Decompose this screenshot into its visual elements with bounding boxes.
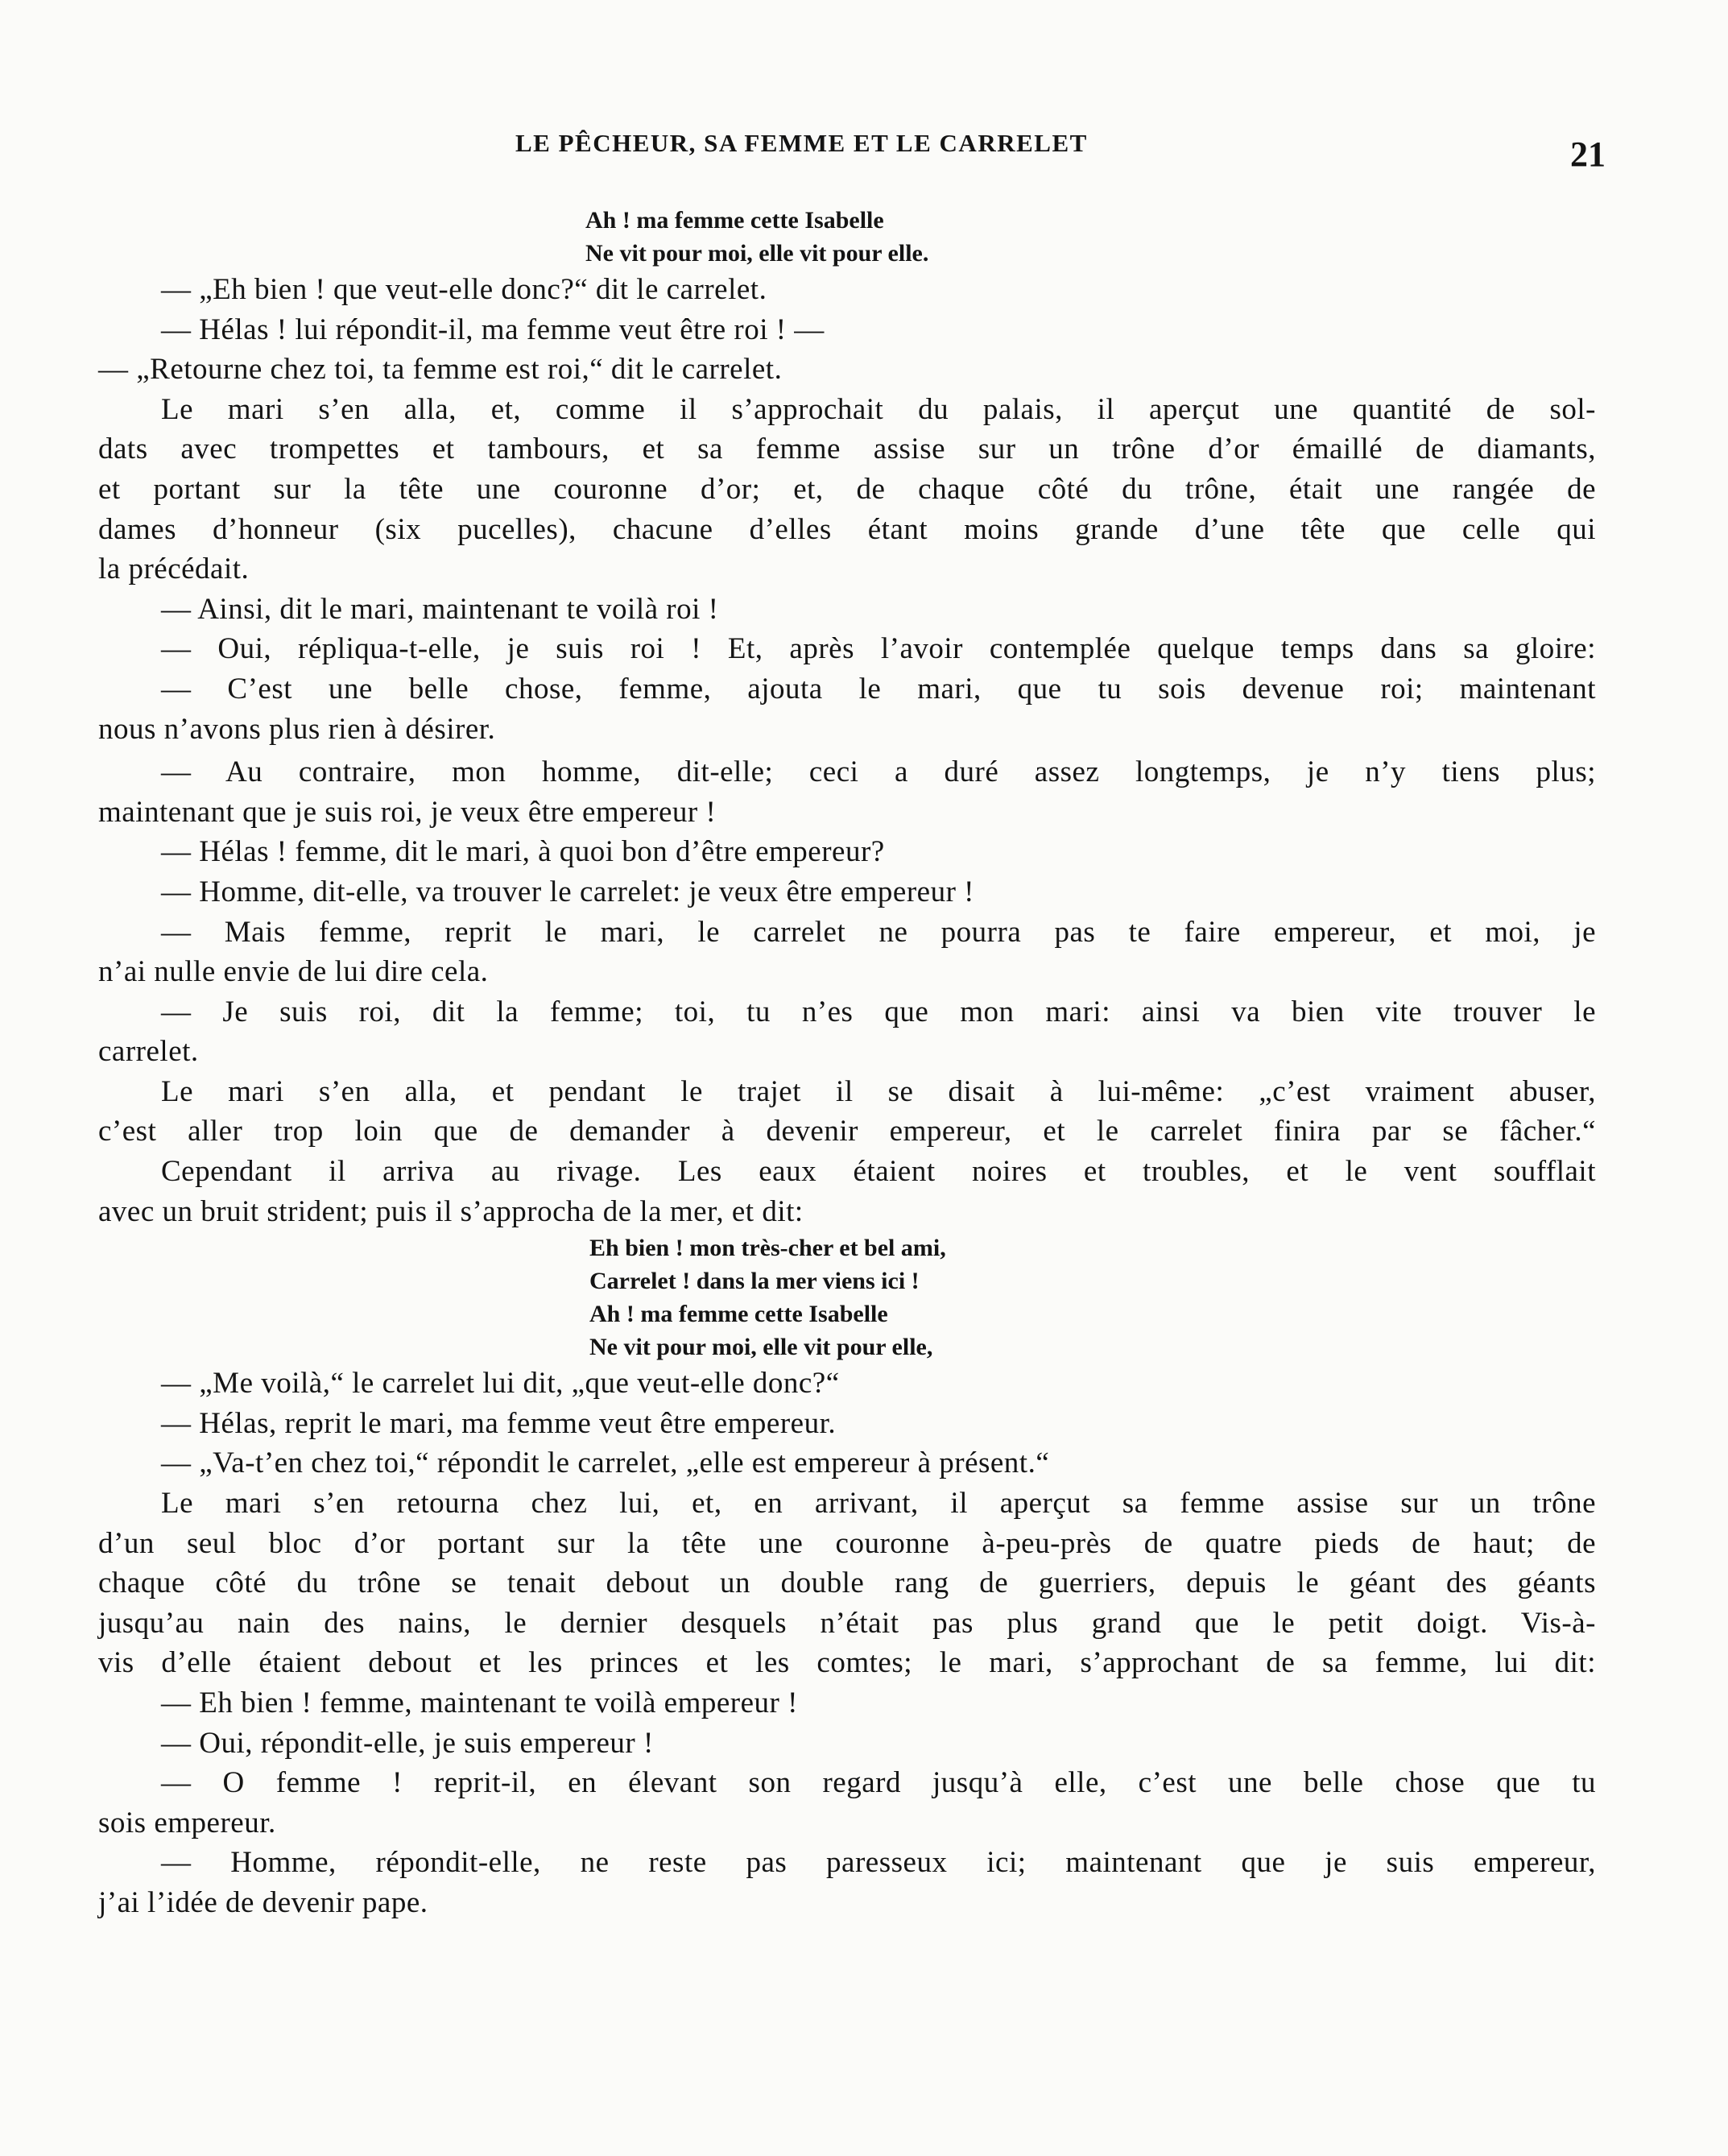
paragraph-line: Le mari s’en retourna chez lui, et, en arrivant, il aperçut sa femme assise sur un trône	[161, 1487, 1596, 1521]
paragraph-line: Le mari s’en alla, et, comme il s’approchait du palais, il aperçut une quantité de sol-	[161, 392, 1596, 426]
verse-line: Ne vit pour moi, elle vit pour elle.	[585, 240, 929, 267]
verse-line: Ah ! ma femme cette Isabelle	[585, 207, 884, 234]
verse-line: Ne vit pour moi, elle vit pour elle,	[589, 1334, 933, 1361]
paragraph-line: — C’est une belle chose, femme, ajouta le mari, que tu sois devenue roi; maintenant	[161, 672, 1596, 706]
paragraph-line: Le mari s’en alla, et pendant le trajet il se disait à lui-même: „c’est vraiment abuser,	[161, 1074, 1596, 1108]
paragraph-line: avec un bruit strident; puis il s’approcha de la mer, et dit:	[98, 1194, 804, 1228]
paragraph-line: dats avec trompettes et tambours, et sa femme assise sur un trône d’or émaillé de diamants,	[98, 432, 1596, 466]
body-text	[98, 204, 1596, 1923]
paragraph-line: maintenant que je suis roi, je veux être empereur !	[98, 795, 717, 829]
paragraph-line: et portant sur la tête une couronne d’or; et, de chaque côté du trône, était une rangée de	[98, 472, 1596, 506]
paragraph-line: — Homme, dit-elle, va trouver le carrelet: je veux être empereur !	[161, 875, 974, 908]
paragraph-line: la précédait.	[98, 552, 250, 586]
paragraph-line: — Au contraire, mon homme, dit-elle; ceci a duré assez longtemps, je n’y tiens plus;	[161, 755, 1596, 789]
paragraph-line: — „Retourne chez toi, ta femme est roi,“ dit le carrelet.	[98, 353, 783, 387]
paragraph-line: — Hélas, reprit le mari, ma femme veut être empereur.	[161, 1406, 837, 1440]
paragraph-line: — Homme, répondit-elle, ne reste pas paresseux ici; maintenant que je suis empereur,	[161, 1846, 1596, 1880]
paragraph-line: chaque côté du trône se tenait debout un double rang de guerriers, depuis le géant des géants	[98, 1566, 1596, 1600]
paragraph-line: n’ai nulle envie de lui dire cela.	[98, 955, 489, 989]
verse-line: Ah ! ma femme cette Isabelle	[589, 1301, 888, 1328]
paragraph-line: — Oui, répliqua-t-elle, je suis roi ! Et, après l’avoir contemplée quelque temps dans sa gloire:	[161, 632, 1596, 666]
paragraph-line: nous n’avons plus rien à désirer.	[98, 712, 496, 746]
paragraph-line: sois empereur.	[98, 1806, 276, 1839]
paragraph-line: vis d’elle étaient debout et les princes et les comtes; le mari, s’approchant de sa femme, lui dit:	[98, 1646, 1596, 1680]
paragraph-line: d’un seul bloc d’or portant sur la tête une couronne à-peu-près de quatre pieds de haut; de	[98, 1526, 1596, 1560]
paragraph-line: — Ainsi, dit le mari, maintenant te voilà roi !	[161, 592, 719, 626]
verse-line: Eh bien ! mon très-cher et bel ami,	[589, 1235, 946, 1262]
paragraph-line: jusqu’au nain des nains, le dernier desquels n’était pas plus grand que le petit doigt. Vis-à-	[98, 1606, 1596, 1640]
paragraph-line: dames d’honneur (six pucelles), chacune d’elles étant moins grande d’une tête que celle qui	[98, 512, 1596, 546]
paragraph-line: — „Va-t’en chez toi,“ répondit le carrelet, „elle est empereur à présent.“	[161, 1446, 1050, 1480]
paragraph-line: c’est aller trop loin que de demander à devenir empereur, et le carrelet finira par se fâcher.“	[98, 1115, 1596, 1148]
paragraph-line: — Hélas ! lui répondit-il, ma femme veut être roi ! —	[161, 312, 825, 346]
paragraph-line: — „Eh bien ! que veut-elle donc?“ dit le carrelet.	[161, 273, 767, 306]
paragraph-line: — „Me voilà,“ le carrelet lui dit, „que veut-elle donc?“	[161, 1367, 840, 1401]
page-number: 21	[1570, 134, 1606, 174]
paragraph-line: j’ai l’idée de devenir pape.	[98, 1885, 428, 1919]
paragraph-line: — Oui, répondit-elle, je suis empereur !	[161, 1726, 654, 1760]
paragraph-line: — O femme ! reprit-il, en élevant son regard jusqu’à elle, c’est une belle chose que tu	[161, 1766, 1596, 1800]
paragraph-line: — Hélas ! femme, dit le mari, à quoi bon d’être empereur?	[161, 835, 885, 869]
paragraph-line: — Eh bien ! femme, maintenant te voilà empereur !	[161, 1686, 798, 1719]
running-title: LE PÊCHEUR, SA FEMME ET LE CARRELET	[515, 129, 1088, 157]
paragraph-line: Cependant il arriva au rivage. Les eaux étaient noires et troubles, et le vent soufflait	[161, 1155, 1596, 1189]
verse-line: Carrelet ! dans la mer viens ici !	[589, 1268, 920, 1295]
paragraph-line: — Je suis roi, dit la femme; toi, tu n’es que mon mari: ainsi va bien vite trouver le	[161, 995, 1596, 1028]
paragraph-line: — Mais femme, reprit le mari, le carrelet ne pourra pas te faire empereur, et moi, je	[161, 915, 1596, 949]
paragraph-line: carrelet.	[98, 1035, 199, 1069]
